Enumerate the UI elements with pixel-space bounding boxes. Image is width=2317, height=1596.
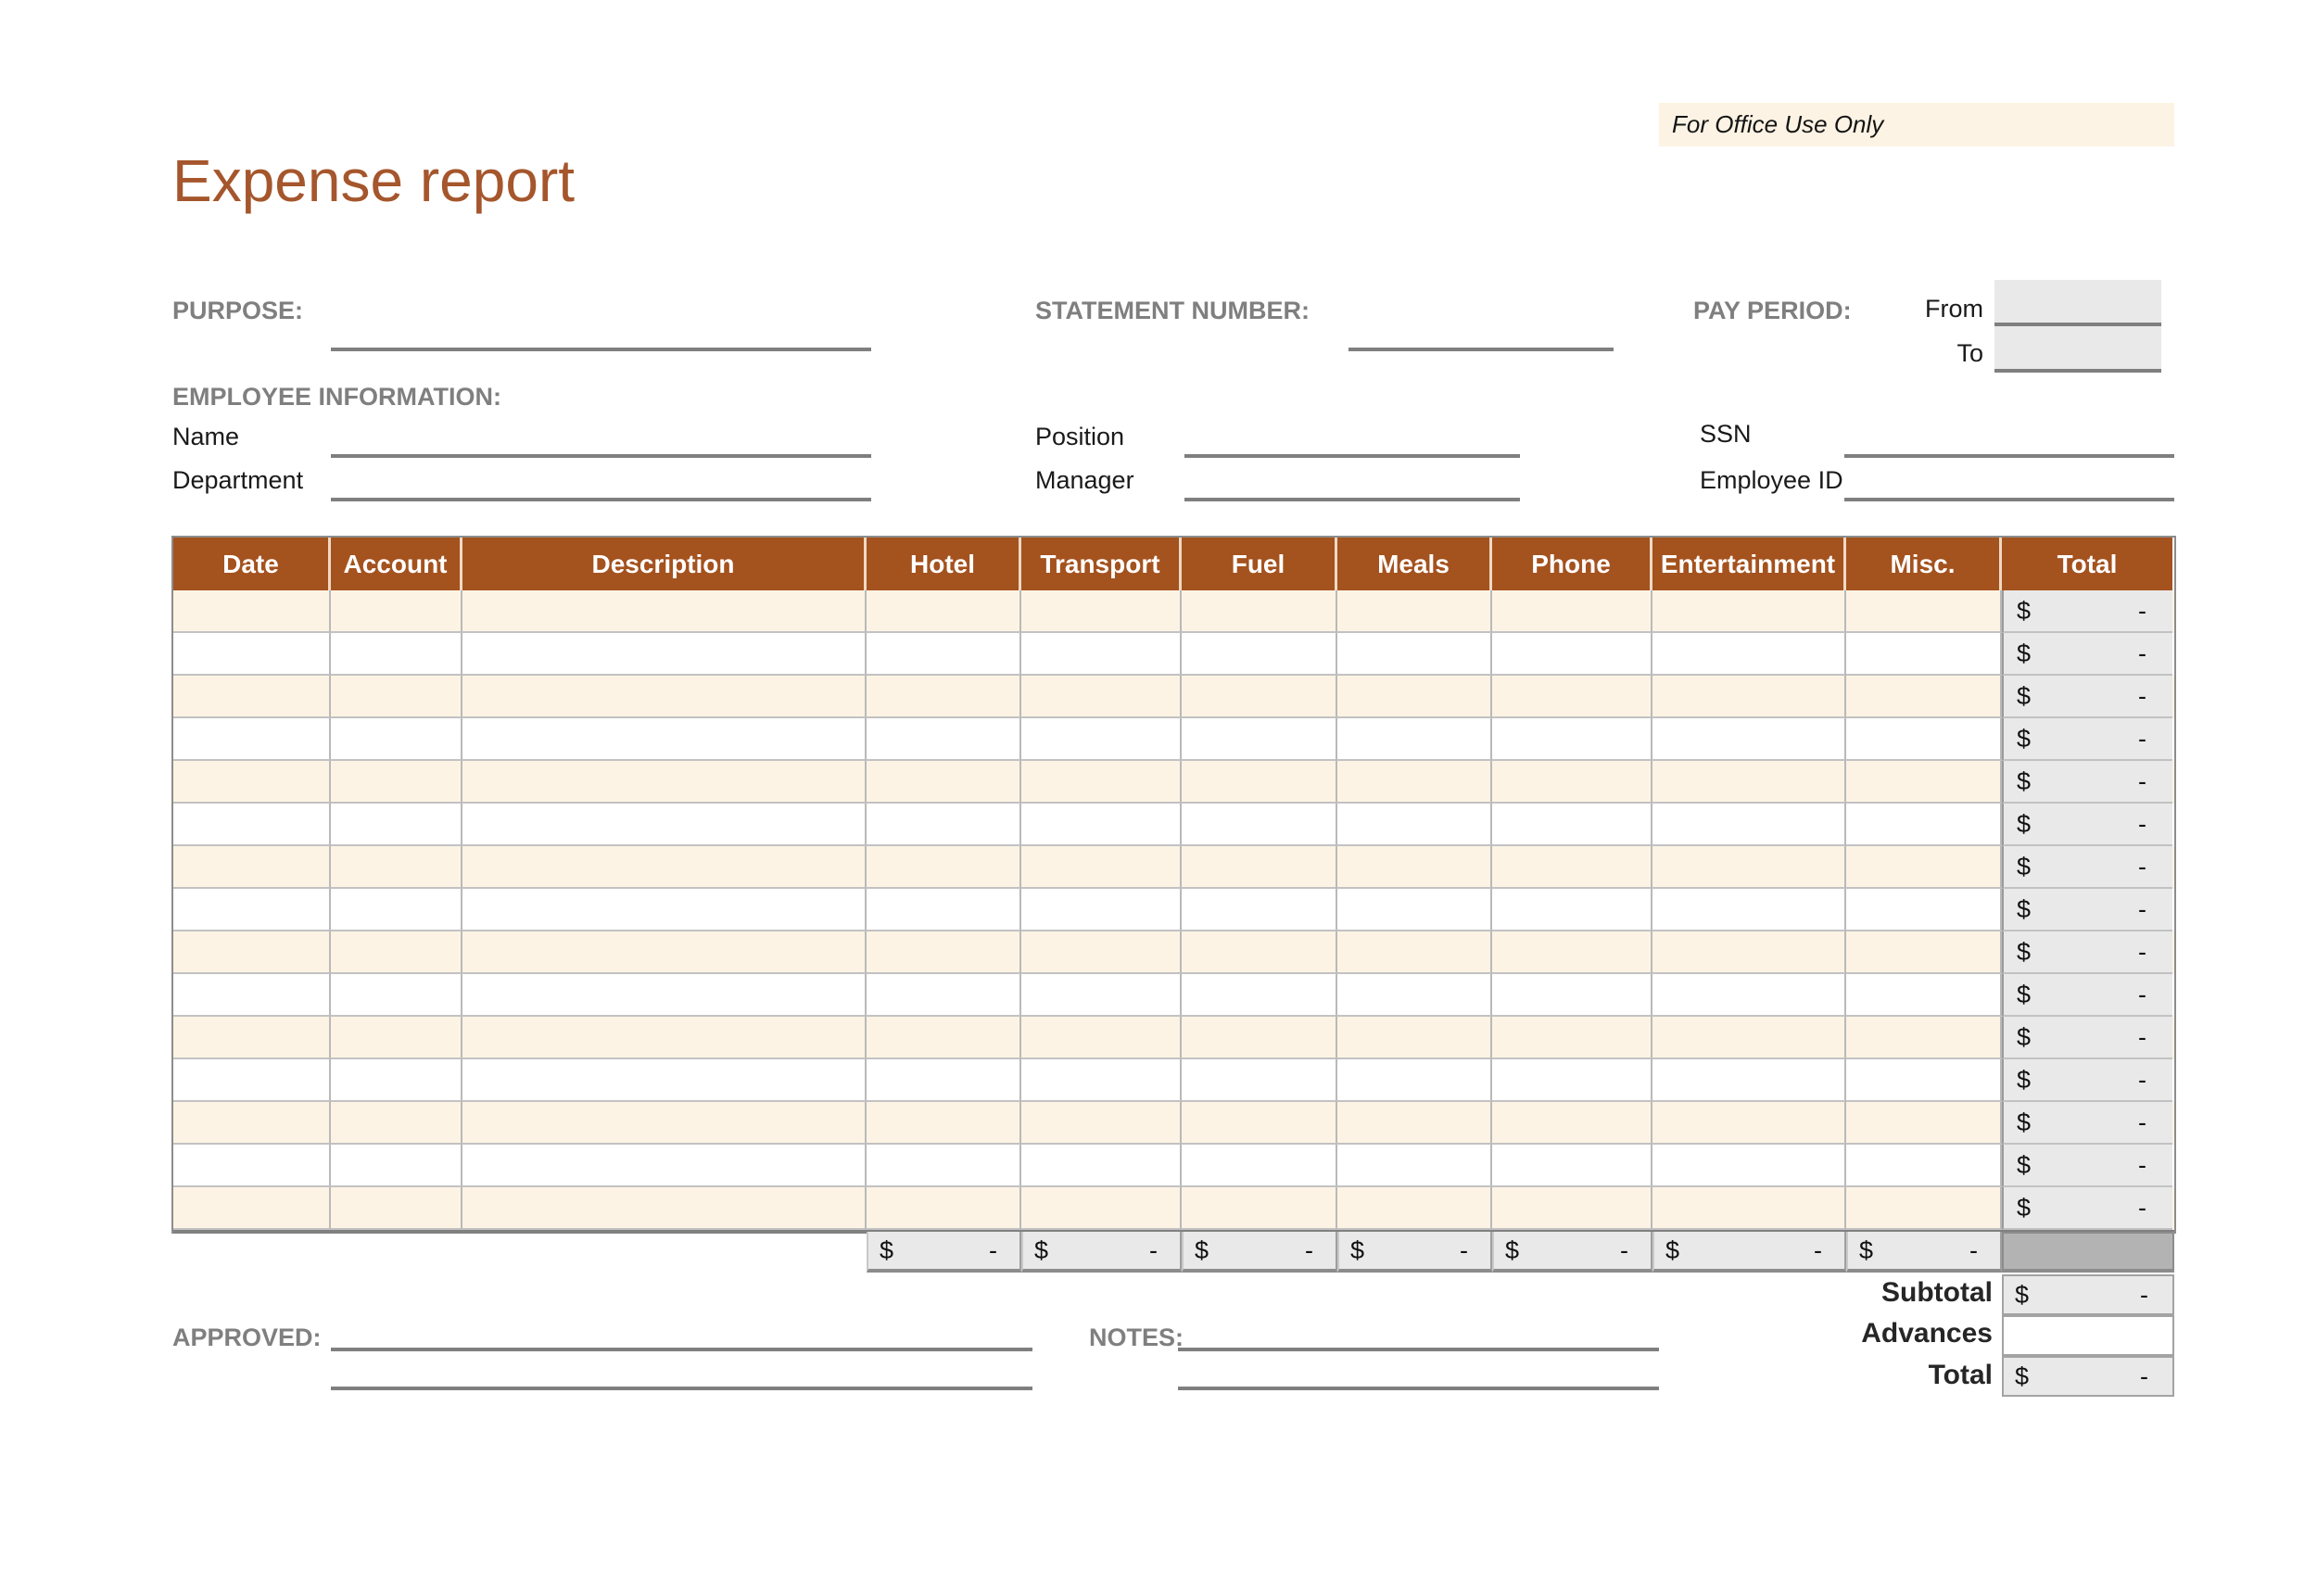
table-body [173,590,2174,1234]
subtotal-cell [2002,1274,2174,1315]
cell-meals[interactable] [1337,931,1492,974]
cell-phone[interactable] [1492,1145,1652,1187]
row-total-cell [2002,974,2172,1017]
cell-misc[interactable] [1846,974,2002,1017]
table-row [173,718,2174,761]
cell-meals[interactable] [1337,761,1492,804]
column-header-account: Account [331,538,462,590]
cell-hotel[interactable] [867,1017,1021,1059]
cell-transport[interactable] [1021,931,1182,974]
column-header-phone: Phone [1492,538,1652,590]
cell-entertainment[interactable] [1652,889,1846,931]
total-value: - [2140,1362,2148,1390]
cell-meals[interactable] [1337,1059,1492,1102]
cell-fuel[interactable] [1182,1145,1337,1187]
name-input-line[interactable] [331,454,871,458]
department-input-line[interactable] [331,498,871,501]
table-row [173,1059,2174,1102]
cell-account[interactable] [331,761,462,804]
cell-account[interactable] [331,804,462,846]
cell-description[interactable] [462,1102,867,1145]
office-use-label: For Office Use Only [1672,110,1884,138]
table-row [173,1102,2174,1145]
cell-misc[interactable] [1846,1145,2002,1187]
cell-hotel[interactable] [867,1187,1021,1230]
currency-symbol: $ [2015,1362,2030,1390]
cell-fuel[interactable] [1182,718,1337,761]
total-cell [2002,1356,2174,1397]
cell-phone[interactable] [1492,1102,1652,1145]
cell-misc[interactable] [1846,1102,2002,1145]
column-header-hotel: Hotel [867,538,1021,590]
currency-symbol: $ [2017,1193,2032,1222]
cell-hotel[interactable] [867,846,1021,889]
currency-symbol: $ [2017,809,2032,838]
currency-symbol: $ [2017,1022,2032,1051]
row-total-cell [2002,804,2172,846]
table-row [173,1145,2174,1187]
position-input-line[interactable] [1184,454,1520,458]
cell-meals[interactable] [1337,676,1492,718]
currency-symbol: $ [2017,724,2032,753]
currency-symbol: $ [2017,766,2032,795]
currency-symbol: $ [2017,980,2032,1008]
cell-misc[interactable] [1846,1017,2002,1059]
table-row [173,1017,2174,1059]
cell-date[interactable] [173,676,331,718]
cell-misc[interactable] [1846,761,2002,804]
cell-transport[interactable] [1021,676,1182,718]
row-total-value: - [2138,894,2146,923]
cell-meals[interactable] [1337,1145,1492,1187]
cell-fuel[interactable] [1182,1102,1337,1145]
department-label: Department [172,466,304,494]
statement-number-label: STATEMENT NUMBER: [1035,297,1310,324]
cell-description[interactable] [462,676,867,718]
column-header-fuel: Fuel [1182,538,1337,590]
cell-hotel[interactable] [867,1102,1021,1145]
row-total-value: - [2138,980,2146,1008]
cell-date[interactable] [173,1017,331,1059]
table-header-row [173,538,2174,590]
cell-date[interactable] [173,889,331,931]
cell-date[interactable] [173,761,331,804]
total-label: Total [1928,1360,1993,1390]
cell-entertainment[interactable] [1652,804,1846,846]
row-total-cell [2002,1017,2172,1059]
table-row [173,804,2174,846]
cell-transport[interactable] [1021,1017,1182,1059]
currency-symbol: $ [1665,1235,1680,1264]
cell-account[interactable] [331,974,462,1017]
cell-transport[interactable] [1021,1102,1182,1145]
ssn-label: SSN [1700,420,1752,448]
sum-value: - [989,1235,997,1264]
cell-transport[interactable] [1021,889,1182,931]
sum-cell-total-spacer [2002,1232,2174,1273]
position-label: Position [1035,423,1125,450]
cell-meals[interactable] [1337,718,1492,761]
cell-account[interactable] [331,590,462,633]
cell-fuel[interactable] [1182,633,1337,676]
cell-description[interactable] [462,1017,867,1059]
table-row [173,974,2174,1017]
cell-fuel[interactable] [1182,1187,1337,1230]
name-label: Name [172,423,240,450]
currency-symbol: $ [2017,894,2032,923]
cell-entertainment[interactable] [1652,590,1846,633]
manager-input-line[interactable] [1184,498,1520,501]
cell-description[interactable] [462,1187,867,1230]
sum-cell-entertainment [1652,1232,1846,1273]
cell-misc[interactable] [1846,889,2002,931]
cell-transport[interactable] [1021,1059,1182,1102]
currency-symbol: $ [880,1235,894,1264]
cell-transport[interactable] [1021,761,1182,804]
pay-period-label: PAY PERIOD: [1693,297,1852,324]
currency-symbol: $ [1195,1235,1209,1264]
column-sums-row [867,1232,2174,1273]
cell-phone[interactable] [1492,931,1652,974]
cell-transport[interactable] [1021,974,1182,1017]
cell-fuel[interactable] [1182,846,1337,889]
cell-date[interactable] [173,1059,331,1102]
page-title: Expense report [172,147,576,214]
employee-information-label: EMPLOYEE INFORMATION: [172,383,501,411]
cell-misc[interactable] [1846,633,2002,676]
cell-hotel[interactable] [867,676,1021,718]
cell-misc[interactable] [1846,718,2002,761]
statement-number-input-line[interactable] [1348,348,1614,351]
currency-symbol: $ [2017,1108,2032,1136]
row-total-cell [2002,1102,2172,1145]
row-total-cell [2002,931,2172,974]
row-total-cell [2002,889,2172,931]
cell-account[interactable] [331,1017,462,1059]
column-header-misc: Misc. [1846,538,2002,590]
cell-transport[interactable] [1021,1145,1182,1187]
cell-misc[interactable] [1846,1059,2002,1102]
row-total-value: - [2138,852,2146,880]
cell-account[interactable] [331,1102,462,1145]
cell-misc[interactable] [1846,931,2002,974]
cell-hotel[interactable] [867,633,1021,676]
currency-symbol: $ [2017,1150,2032,1179]
cell-description[interactable] [462,761,867,804]
row-total-value: - [2138,937,2146,966]
currency-symbol: $ [2017,852,2032,880]
cell-meals[interactable] [1337,846,1492,889]
cell-hotel[interactable] [867,718,1021,761]
cell-meals[interactable] [1337,1187,1492,1230]
currency-symbol: $ [2017,596,2032,625]
cell-description[interactable] [462,590,867,633]
row-total-value: - [2138,724,2146,753]
column-header-entertainment: Entertainment [1652,538,1846,590]
cell-hotel[interactable] [867,974,1021,1017]
row-total-cell [2002,590,2172,633]
cell-entertainment[interactable] [1652,1187,1846,1230]
cell-hotel[interactable] [867,590,1021,633]
office-use-box [1659,103,2174,146]
cell-description[interactable] [462,889,867,931]
cell-hotel[interactable] [867,1059,1021,1102]
cell-fuel[interactable] [1182,974,1337,1017]
sum-cell-meals [1337,1232,1492,1273]
cell-transport[interactable] [1021,846,1182,889]
cell-misc[interactable] [1846,1187,2002,1230]
row-total-value: - [2138,681,2146,710]
employee-id-label: Employee ID [1700,466,1843,494]
advances-label: Advances [1861,1318,1993,1349]
cell-misc[interactable] [1846,804,2002,846]
cell-account[interactable] [331,931,462,974]
cell-fuel[interactable] [1182,804,1337,846]
column-header-description: Description [462,538,867,590]
expense-table [171,536,2176,1234]
cell-entertainment[interactable] [1652,718,1846,761]
notes-line-1[interactable] [1178,1348,1659,1351]
row-total-value: - [2138,1150,2146,1179]
cell-entertainment[interactable] [1652,633,1846,676]
cell-misc[interactable] [1846,846,2002,889]
cell-entertainment[interactable] [1652,1102,1846,1145]
cell-hotel[interactable] [867,931,1021,974]
row-total-value: - [2138,766,2146,795]
cell-hotel[interactable] [867,1145,1021,1187]
sum-cell-transport [1021,1232,1182,1273]
row-total-cell [2002,1145,2172,1187]
cell-transport[interactable] [1021,804,1182,846]
cell-entertainment[interactable] [1652,931,1846,974]
cell-misc[interactable] [1846,676,2002,718]
cell-entertainment[interactable] [1652,1145,1846,1187]
cell-account[interactable] [331,676,462,718]
pay-period-from-field[interactable] [1994,280,2161,326]
cell-phone[interactable] [1492,761,1652,804]
sum-value: - [1149,1235,1158,1264]
row-total-value: - [2138,1065,2146,1094]
currency-symbol: $ [1034,1235,1049,1264]
cell-fuel[interactable] [1182,1059,1337,1102]
row-total-cell [2002,676,2172,718]
pay-period-to-field[interactable] [1994,326,2161,373]
sum-cell-phone [1492,1232,1652,1273]
row-total-cell [2002,761,2172,804]
cell-hotel[interactable] [867,889,1021,931]
cell-date[interactable] [173,718,331,761]
cell-date[interactable] [173,1187,331,1230]
currency-symbol: $ [2017,937,2032,966]
sum-value: - [1620,1235,1628,1264]
cell-fuel[interactable] [1182,676,1337,718]
sum-value: - [1969,1235,1978,1264]
cell-phone[interactable] [1492,804,1652,846]
cell-meals[interactable] [1337,633,1492,676]
pay-period-to-label: To [1956,339,1983,367]
row-total-value: - [2138,1193,2146,1222]
cell-account[interactable] [331,846,462,889]
cell-phone[interactable] [1492,889,1652,931]
cell-entertainment[interactable] [1652,1017,1846,1059]
approved-signature-line-2[interactable] [331,1387,1032,1390]
row-total-value: - [2138,809,2146,838]
cell-phone[interactable] [1492,1059,1652,1102]
cell-date[interactable] [173,590,331,633]
sum-value: - [1460,1235,1468,1264]
cell-account[interactable] [331,633,462,676]
cell-description[interactable] [462,804,867,846]
currency-symbol: $ [2015,1280,2030,1309]
cell-phone[interactable] [1492,974,1652,1017]
pay-period-from-label: From [1925,295,1983,323]
cell-phone[interactable] [1492,718,1652,761]
row-total-cell [2002,1059,2172,1102]
cell-account[interactable] [331,1059,462,1102]
cell-transport[interactable] [1021,590,1182,633]
sum-value: - [1814,1235,1822,1264]
cell-date[interactable] [173,633,331,676]
cell-description[interactable] [462,846,867,889]
cell-description[interactable] [462,718,867,761]
currency-symbol: $ [2017,639,2032,667]
table-row [173,1187,2174,1230]
cell-description[interactable] [462,633,867,676]
table-row [173,590,2174,633]
sum-cell-hotel [867,1232,1021,1273]
row-total-cell [2002,1187,2172,1230]
cell-date[interactable] [173,931,331,974]
cell-meals[interactable] [1337,974,1492,1017]
cell-entertainment[interactable] [1652,846,1846,889]
row-total-value: - [2138,1108,2146,1136]
cell-entertainment[interactable] [1652,1059,1846,1102]
cell-fuel[interactable] [1182,931,1337,974]
cell-date[interactable] [173,846,331,889]
column-header-transport: Transport [1021,538,1182,590]
cell-date[interactable] [173,804,331,846]
currency-symbol: $ [1350,1235,1365,1264]
column-header-meals: Meals [1337,538,1492,590]
column-header-total: Total [2002,538,2172,590]
cell-entertainment[interactable] [1652,761,1846,804]
row-total-value: - [2138,1022,2146,1051]
sum-value: - [1305,1235,1313,1264]
employee-id-input-line[interactable] [1844,498,2174,501]
cell-phone[interactable] [1492,1187,1652,1230]
manager-label: Manager [1035,466,1134,494]
table-row [173,676,2174,718]
cell-transport[interactable] [1021,633,1182,676]
approved-label: APPROVED: [172,1324,322,1351]
cell-fuel[interactable] [1182,1017,1337,1059]
cell-account[interactable] [331,889,462,931]
notes-line-2[interactable] [1178,1387,1659,1390]
cell-account[interactable] [331,1145,462,1187]
cell-meals[interactable] [1337,804,1492,846]
row-total-cell [2002,846,2172,889]
column-header-date: Date [173,538,331,590]
table-row [173,889,2174,931]
cell-meals[interactable] [1337,1017,1492,1059]
row-total-cell [2002,718,2172,761]
approved-signature-line-1[interactable] [331,1348,1032,1351]
cell-hotel[interactable] [867,804,1021,846]
cell-transport[interactable] [1021,1187,1182,1230]
currency-symbol: $ [2017,1065,2032,1094]
row-total-value: - [2138,639,2146,667]
table-row [173,931,2174,974]
currency-symbol: $ [1859,1235,1874,1264]
sum-cell-misc [1846,1232,2002,1273]
cell-phone[interactable] [1492,846,1652,889]
cell-phone[interactable] [1492,676,1652,718]
cell-fuel[interactable] [1182,761,1337,804]
currency-symbol: $ [1505,1235,1520,1264]
cell-misc[interactable] [1846,590,2002,633]
cell-hotel[interactable] [867,761,1021,804]
cell-entertainment[interactable] [1652,974,1846,1017]
notes-label: NOTES: [1089,1324,1184,1351]
cell-fuel[interactable] [1182,590,1337,633]
cell-account[interactable] [331,1187,462,1230]
cell-phone[interactable] [1492,633,1652,676]
cell-transport[interactable] [1021,718,1182,761]
cell-entertainment[interactable] [1652,676,1846,718]
cell-description[interactable] [462,974,867,1017]
purpose-label: PURPOSE: [172,297,304,324]
cell-meals[interactable] [1337,590,1492,633]
cell-phone[interactable] [1492,1017,1652,1059]
cell-description[interactable] [462,1145,867,1187]
cell-meals[interactable] [1337,889,1492,931]
sum-cell-fuel [1182,1232,1337,1273]
currency-symbol: $ [2017,681,2032,710]
subtotal-label: Subtotal [1881,1277,1993,1308]
advances-cell[interactable] [2002,1315,2174,1356]
row-total-cell [2002,633,2172,676]
table-row [173,761,2174,804]
cell-fuel[interactable] [1182,889,1337,931]
cell-account[interactable] [331,718,462,761]
table-row [173,846,2174,889]
cell-description[interactable] [462,1059,867,1102]
row-total-value: - [2138,596,2146,625]
cell-date[interactable] [173,1102,331,1145]
cell-phone[interactable] [1492,590,1652,633]
purpose-input-line[interactable] [331,348,871,351]
subtotal-value: - [2140,1280,2148,1309]
cell-date[interactable] [173,974,331,1017]
table-row [173,633,2174,676]
cell-date[interactable] [173,1145,331,1187]
cell-meals[interactable] [1337,1102,1492,1145]
ssn-input-line[interactable] [1844,454,2174,458]
cell-description[interactable] [462,931,867,974]
